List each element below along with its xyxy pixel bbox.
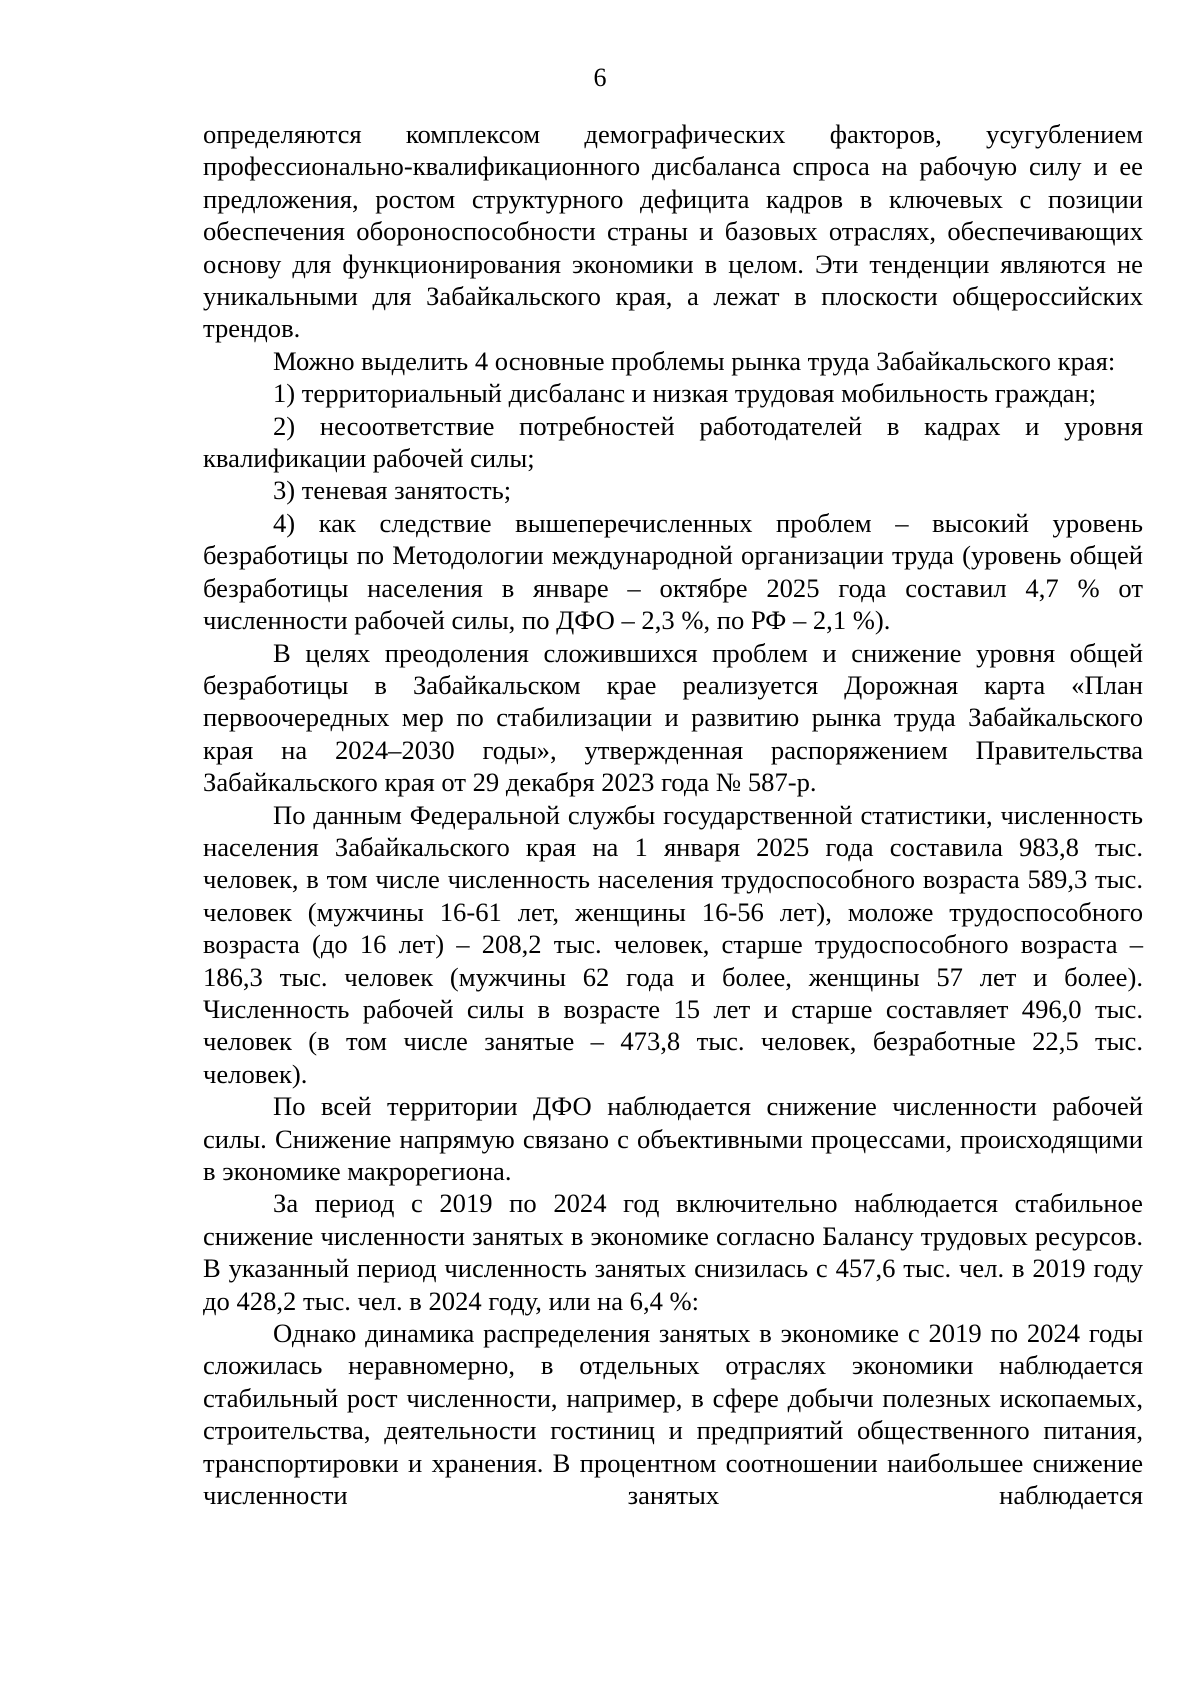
paragraph-population-statistics: По данным Федеральной службы государственной статистики, численность населения Забайкальского края на 1 января 2025 года составила 983,8 тыс. человек, в том числе численность населения трудоспособного возраста 589,3 тыс. человек (мужчины 16-61 лет, женщины 16-56 лет), моложе трудоспособного возраста (до 16 лет) – 208,2 тыс. человек, старше трудоспособного возраста – 186,3 тыс. человек (мужчины 62 года и более, женщины 57 лет и более). Численность рабочей силы в возрасте 15 лет и старше составляет 496,0 тыс. человек (в том числе занятые – 473,8 тыс. человек, безработные 22,5 тыс. человек).: [203, 799, 1143, 1089]
paragraph-intro-continuation: определяются комплексом демографических факторов, усугублением профессионально-квалификационного дисбаланса спроса на рабочую силу и ее предложения, ростом структурного дефицита кадров в ключевых с позиции обеспечения обороноспособности страны и базовых отраслях, обеспечивающих основу для функционирования экономики в целом. Эти тенденции являются не уникальными для Забайкальского края, а лежат в плоскости общероссийских трендов.: [203, 119, 1143, 344]
paragraph-dfo-labor-force: По всей территории ДФО наблюдается снижение численности рабочей силы. Снижение напрямую связано с объективными процессами, происходящими в экономике макрорегиона.: [203, 1091, 1143, 1186]
list-item-problem-3: 3) теневая занятость;: [273, 475, 512, 506]
paragraph-roadmap: В целях преодоления сложившихся проблем и снижение уровня общей безработицы в Забайкальском крае реализуется Дорожная карта «План первоочередных мер по стабилизации и развитию рынка труда Забайкальского края на 2024–2030 годы», утвержденная распоряжением Правительства Забайкальского края от 29 декабря 2023 года № 587-р.: [203, 637, 1143, 798]
paragraph-problems-intro: Можно выделить 4 основные проблемы рынка труда Забайкальского края:: [273, 345, 1116, 376]
page-number: 6: [593, 63, 607, 92]
list-item-problem-1: 1) территориальный дисбаланс и низкая трудовая мобильность граждан;: [273, 378, 1097, 409]
document-body: [203, 118, 1143, 1511]
paragraph-employment-decline: За период с 2019 по 2024 год включительно наблюдается стабильное снижение численности занятых в экономике согласно Балансу трудовых ресурсов. В указанный период численность занятых снизилась с 457,6 тыс. чел. в 2019 году до 428,2 тыс. чел. в 2024 году, или на 6,4 %:: [203, 1188, 1143, 1316]
paragraph-employment-dynamics: Однако динамика распределения занятых в экономике с 2019 по 2024 годы сложилась неравномерно, в отдельных отраслях экономики наблюдается стабильный рост численности, например, в сфере добычи полезных ископаемых, строительства, деятельности гостиниц и предприятий общественного питания, транспортировки и хранения. В процентном соотношении наибольшее снижение численности занятых наблюдается: [203, 1318, 1143, 1511]
list-item-problem-4: 4) как следствие вышеперечисленных проблем – высокий уровень безработицы по Методологии международной организации труда (уровень общей безработицы населения в январе – октябре 2025 года составил 4,7 % от численности рабочей силы, по ДФО – 2,3 %, по РФ – 2,1 %).: [203, 507, 1143, 636]
list-item-problem-2: 2) несоответствие потребностей работодателей в кадрах и уровня квалификации рабочей силы;: [203, 410, 1143, 474]
